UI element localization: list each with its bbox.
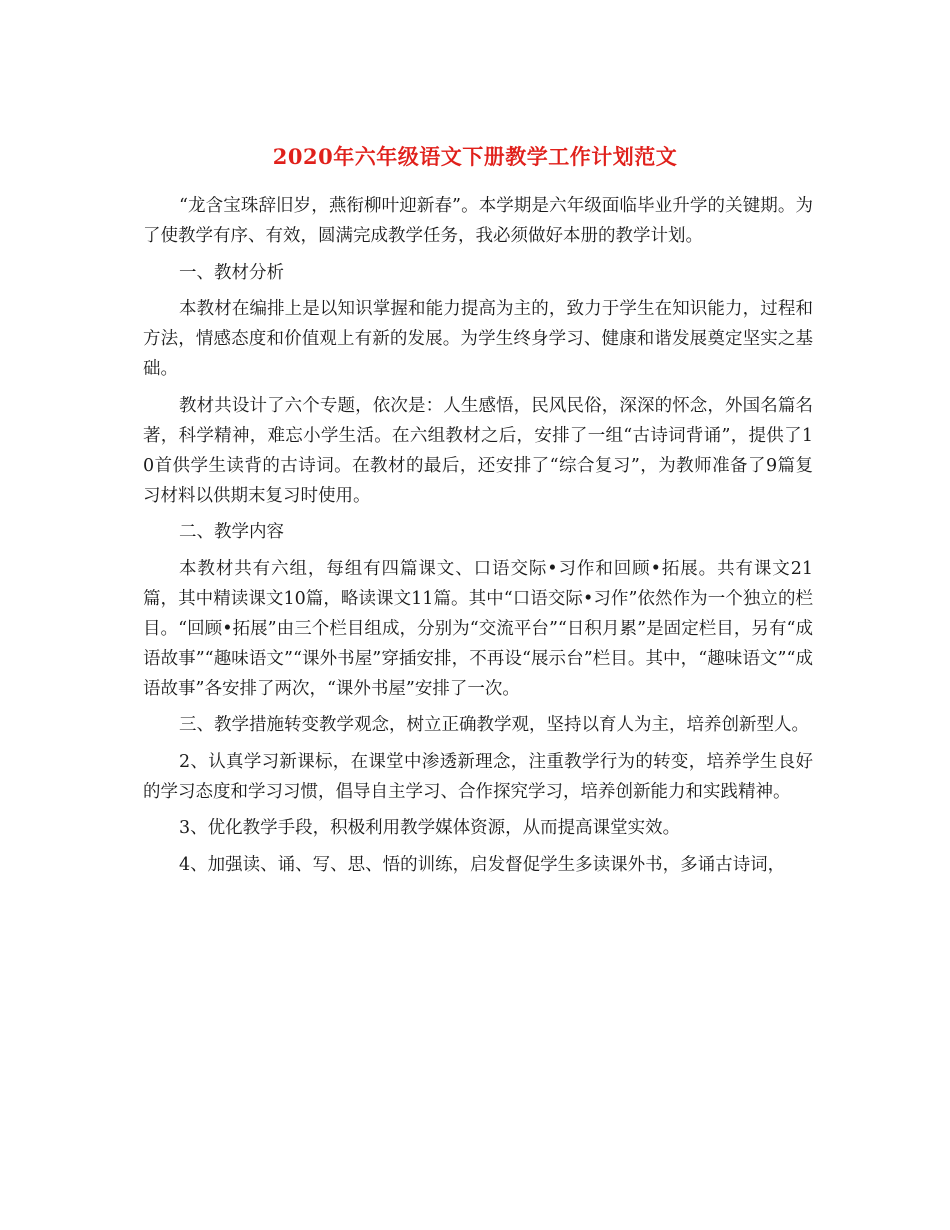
section-heading-teaching-measures: 三、教学措施转变教学观念，树立正确教学观，坚持以育人为主，培养创新型人。 bbox=[179, 715, 809, 735]
paragraph-textbook-design: 本教材在编排上是以知识掌握和能力提高为主的，致力于学生在知识能力，过程和方法，情感态度和价值观上有新的发展。为学生终身学习、健康和谐发展奠定坚实之基础。 bbox=[143, 299, 813, 379]
paragraph-textbook-topics: 教材共设计了六个专题，依次是：人生感悟，民风民俗，深深的怀念，外国名篇名著，科学精神，难忘小学生活。在六组教材之后，安排了一组“古诗词背诵”，提供了10首供学生读背的古诗词。在教材的最后，还安排了“综合复习”，为教师准备了9篇复习材料以供期末复习时使用。 bbox=[143, 395, 813, 506]
list-item-measure-4: 4、加强读、诵、写、思、悟的训练，启发督促学生多读课外书，多诵古诗词， bbox=[179, 854, 786, 875]
paragraph-intro: “龙含宝珠辞旧岁，燕衔柳叶迎新春”。本学期是六年级面临毕业升学的关键期。为了使教学有序、有效，圆满完成教学任务，我必须做好本册的教学计划。 bbox=[143, 196, 813, 246]
section-heading-teaching-content: 二、教学内容 bbox=[179, 522, 284, 542]
document-title: 2020年六年级语文下册教学工作计划范文 bbox=[272, 144, 678, 169]
paragraph-teaching-content: 本教材共有六组，每组有四篇课文、口语交际•习作和回顾•拓展。共有课文21篇，其中精读课文10篇，略读课文11篇。其中“口语交际•习作”依然作为一个独立的栏目。“回顾•拓展”由三个栏目组成，分别为“交流平台”“日积月累”是固定栏目，另有“成语故事”“趣味语文”“课外书屋”穿插安排，不再设“展示台”栏目。其中，“趣味语文”“成语故事”各安排了两次，“课外书屋”安排了一次。 bbox=[143, 558, 813, 699]
list-item-measure-3: 3、优化教学手段，积极利用教学媒体资源，从而提高课堂实效。 bbox=[179, 818, 681, 838]
list-item-measure-2: 2、认真学习新课标，在课堂中渗透新理念，注重教学行为的转变，培养学生良好的学习态度和学习习惯，倡导自主学习、合作探究学习，培养创新能力和实践精神。 bbox=[143, 751, 813, 802]
document-body bbox=[143, 191, 813, 886]
section-heading-textbook-analysis: 一、教材分析 bbox=[179, 262, 284, 283]
